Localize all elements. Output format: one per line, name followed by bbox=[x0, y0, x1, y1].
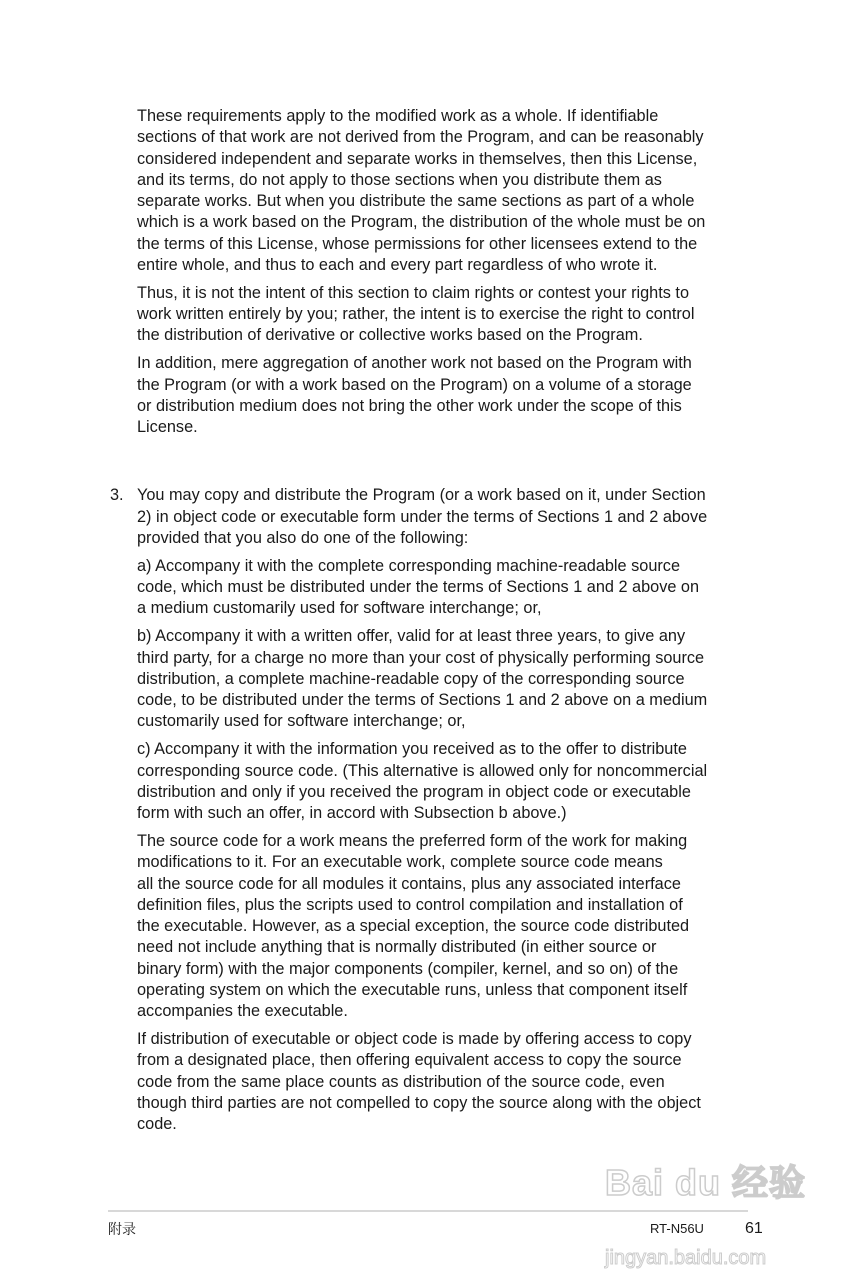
text-line: customarily used for software interchange; or, bbox=[137, 712, 466, 731]
text-line: the terms of this License, whose permissions for other licensees extend to the bbox=[137, 234, 698, 253]
text-line: You may copy and distribute the Program (or a work based on it, under Section bbox=[137, 486, 706, 505]
paragraph bbox=[137, 626, 777, 732]
text-line: These requirements apply to the modified work as a whole. If identifiable bbox=[137, 107, 659, 125]
section-3-paragraphs bbox=[137, 485, 777, 1135]
paragraph bbox=[137, 283, 777, 347]
section-3 bbox=[110, 485, 777, 1135]
text-line: entire whole, and thus to each and every part regardless of who wrote it. bbox=[137, 256, 658, 275]
text-line: definition files, plus the scripts used to control compilation and installation of bbox=[137, 895, 683, 914]
text-line: The source code for a work means the preferred form of the work for making bbox=[137, 831, 688, 850]
text-line: the Program (or with a work based on the Program) on a volume of a storage bbox=[137, 375, 692, 394]
text-line: separate works. But when you distribute the same sections as part of a whole bbox=[137, 192, 695, 211]
text-line: or distribution medium does not bring the other work under the scope of this bbox=[137, 396, 682, 415]
paragraph bbox=[137, 739, 777, 824]
footer-model: RT-N56U bbox=[650, 1221, 704, 1236]
intro-paragraphs bbox=[137, 106, 777, 438]
text-line: work written entirely by you; rather, the intent is to exercise the right to control bbox=[137, 305, 695, 324]
paragraph bbox=[137, 1029, 777, 1135]
text-line: distribution and only if you received the program in object code or executable bbox=[137, 782, 691, 801]
text-line: code, to be distributed under the terms of Sections 1 and 2 above on a medium bbox=[137, 691, 708, 710]
text-line: from a designated place, then offering equivalent access to copy the source bbox=[137, 1051, 682, 1070]
section-number: 3. bbox=[110, 486, 124, 505]
paragraph bbox=[137, 106, 777, 276]
text-line: all the source code for all modules it contains, plus any associated interface bbox=[137, 874, 681, 893]
text-line: need not include anything that is normally distributed (in either source or bbox=[137, 938, 657, 957]
text-line: a medium customarily used for software interchange; or, bbox=[137, 599, 542, 618]
text-line: binary form) with the major components (compiler, kernel, and so on) of the bbox=[137, 959, 679, 978]
text-line: License. bbox=[137, 418, 198, 437]
paragraph bbox=[137, 556, 777, 620]
page-number: 61 bbox=[745, 1220, 763, 1237]
text-line: code from the same place counts as distribution of the source code, even bbox=[137, 1072, 665, 1091]
text-line: sections of that work are not derived from the Program, and can be reasonably bbox=[137, 128, 704, 147]
text-line: a) Accompany it with the complete corresponding machine-readable source bbox=[137, 556, 680, 575]
text-line: distribution, a complete machine-readable copy of the corresponding source bbox=[137, 669, 685, 688]
text-line: code, which must be distributed under the terms of Sections 1 and 2 above on bbox=[137, 578, 700, 597]
text-line: which is a work based on the Program, the distribution of the whole must be on bbox=[137, 213, 706, 232]
text-line: In addition, mere aggregation of another work not based on the Program with bbox=[137, 354, 692, 373]
text-line: third party, for a charge no more than your cost of physically performing source bbox=[137, 648, 705, 667]
text-line: and its terms, do not apply to those sections when you distribute them as bbox=[137, 170, 662, 189]
text-line: c) Accompany it with the information you received as to the offer to distribute bbox=[137, 740, 687, 759]
footer-section-label: 附录 bbox=[108, 1221, 136, 1237]
text-line: though third parties are not compelled to copy the source along with the object bbox=[137, 1093, 701, 1112]
baidu-watermark-url: jingyan.baidu.com bbox=[605, 1247, 767, 1269]
text-line: considered independent and separate works in themselves, then this License, bbox=[137, 149, 698, 168]
text-line: Thus, it is not the intent of this section to claim rights or contest your rights to bbox=[137, 283, 690, 302]
footer-divider bbox=[108, 1210, 748, 1212]
text-line: the distribution of derivative or collective works based on the Program. bbox=[137, 326, 643, 345]
text-line: operating system on which the executable runs, unless that component itself bbox=[137, 980, 688, 999]
text-line: 2) in object code or executable form under the terms of Sections 1 and 2 above bbox=[137, 507, 708, 526]
text-line: code. bbox=[137, 1115, 177, 1134]
text-line: provided that you also do one of the following: bbox=[137, 529, 469, 548]
text-line: the executable. However, as a special exception, the source code distributed bbox=[137, 917, 690, 936]
text-line: If distribution of executable or object code is made by offering access to copy bbox=[137, 1030, 692, 1049]
document-body bbox=[110, 106, 777, 1142]
text-line: corresponding source code. (This alternative is allowed only for noncommercial bbox=[137, 761, 708, 780]
paragraph bbox=[137, 831, 777, 1023]
text-line: b) Accompany it with a written offer, valid for at least three years, to give any bbox=[137, 627, 686, 646]
baidu-watermark-logo: Bai du 经验 bbox=[605, 1162, 807, 1203]
paragraph bbox=[137, 353, 777, 438]
paragraph bbox=[137, 485, 777, 549]
text-line: accompanies the executable. bbox=[137, 1002, 348, 1021]
text-line: form with such an offer, in accord with Subsection b above.) bbox=[137, 804, 567, 823]
text-line: modifications to it. For an executable work, complete source code means bbox=[137, 853, 663, 872]
